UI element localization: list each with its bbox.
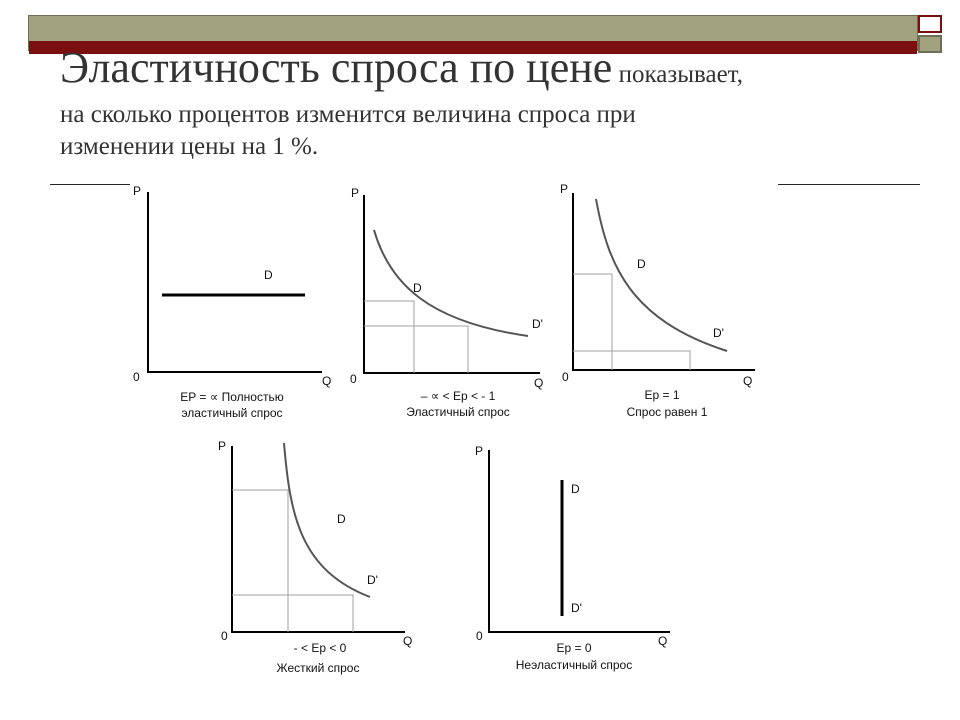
- panel-unit-elastic: [560, 182, 755, 419]
- p-axis-label: P: [475, 444, 484, 458]
- caption-line-1: EP = ∝ Полностью: [180, 390, 284, 404]
- axes: [148, 192, 322, 372]
- guide-point-1: [232, 490, 288, 632]
- title-big: Эластичность спроса по цене: [60, 43, 613, 92]
- curve-label-d: D: [637, 257, 646, 271]
- title-line-3: изменении цены на 1 %.: [60, 133, 319, 160]
- q-axis-label: Q: [322, 374, 332, 388]
- curve-label-d-prime: D': [571, 601, 582, 615]
- p-axis-label: P: [560, 182, 569, 196]
- title-small: показывает,: [612, 61, 743, 88]
- curve-label-d: D: [337, 512, 346, 526]
- caption-line-1: Eр = 1: [644, 388, 680, 402]
- caption-line-1: – ∝ < Eр < - 1: [420, 389, 496, 403]
- origin-label: 0: [221, 629, 228, 643]
- origin-label: 0: [562, 370, 569, 384]
- q-axis-label: Q: [658, 634, 668, 648]
- origin-label: 0: [133, 370, 140, 384]
- caption-line-2: эластичный спрос: [181, 406, 283, 420]
- panel-rigid: [218, 439, 412, 675]
- guide-point-1: [364, 301, 414, 373]
- demand-curve: [284, 443, 370, 597]
- guide-point-2: [573, 351, 690, 370]
- guide-point-2: [232, 595, 353, 632]
- curve-label-d-prime: D': [532, 317, 543, 331]
- p-axis-label: P: [133, 184, 142, 198]
- caption-line-2: Спрос равен 1: [626, 405, 708, 419]
- q-axis-label: Q: [534, 376, 544, 390]
- title-line-2: на сколько процентов изменится величина спроса при: [60, 101, 636, 128]
- origin-label: 0: [350, 372, 357, 386]
- panel-perfectly-inelastic: [475, 444, 670, 672]
- q-axis-label: Q: [743, 374, 753, 388]
- origin-label: 0: [476, 629, 483, 643]
- guide-point-1: [573, 274, 612, 370]
- p-axis-label: P: [351, 186, 360, 200]
- demand-curve: [374, 230, 528, 336]
- curve-label-d: D: [264, 268, 273, 282]
- curve-label-d-prime: D': [367, 573, 378, 587]
- caption-line-2: Неэластичный спрос: [515, 658, 633, 672]
- demand-curve: [596, 199, 727, 351]
- curve-label-d: D: [413, 281, 422, 295]
- curve-label-d-prime: D': [713, 326, 724, 340]
- caption-line-1: - < Eр < 0: [293, 641, 347, 655]
- panel-perfectly-elastic: [133, 184, 331, 420]
- caption-line-2: Жесткий спрос: [276, 661, 360, 675]
- panel-elastic: [350, 186, 543, 419]
- curve-label-d: D: [571, 482, 580, 496]
- axes: [232, 446, 405, 632]
- q-axis-label: Q: [403, 634, 413, 648]
- p-axis-label: P: [218, 439, 227, 453]
- caption-line-2: Эластичный спрос: [406, 405, 510, 419]
- axes: [364, 195, 540, 373]
- guide-point-2: [364, 326, 468, 373]
- caption-line-1: Eр = 0: [556, 641, 592, 655]
